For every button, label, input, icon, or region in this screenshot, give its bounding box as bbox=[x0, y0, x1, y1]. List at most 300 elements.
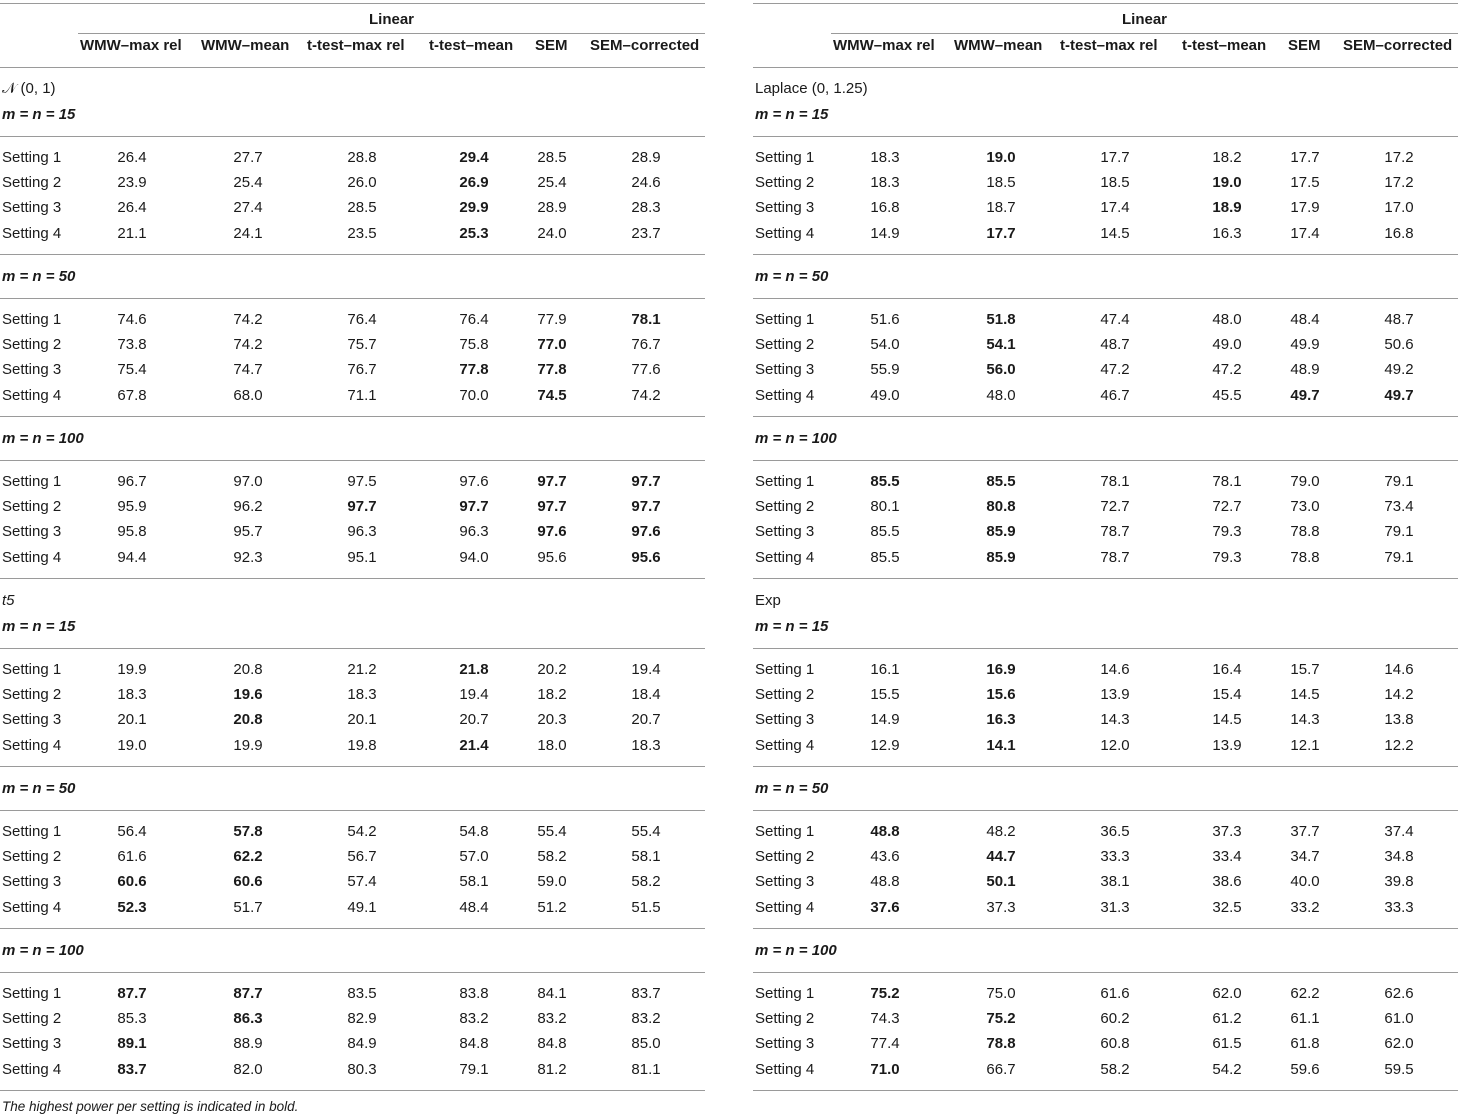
value-cell: 33.3 bbox=[1384, 898, 1414, 916]
column-header: t-test–max rel bbox=[1060, 37, 1158, 54]
value-cell: 77.9 bbox=[537, 311, 567, 328]
value-cell: 18.3 bbox=[870, 149, 900, 166]
value-cell: 83.5 bbox=[347, 985, 377, 1002]
value-cell: 38.6 bbox=[1212, 873, 1242, 891]
value-cell: 68.0 bbox=[233, 386, 263, 404]
value-cell: 47.4 bbox=[1100, 311, 1130, 328]
setting-label: Setting 1 bbox=[755, 985, 815, 1002]
value-cell: 77.4 bbox=[870, 1035, 900, 1053]
value-cell: 19.9 bbox=[117, 661, 147, 678]
value-cell: 34.7 bbox=[1290, 848, 1320, 866]
value-cell: 49.0 bbox=[870, 386, 900, 404]
value-cell: 14.5 bbox=[1100, 224, 1130, 242]
table-rule bbox=[753, 810, 1458, 811]
setting-label: Setting 1 bbox=[755, 311, 815, 328]
value-cell: 49.7 bbox=[1384, 386, 1414, 404]
value-cell: 18.2 bbox=[1212, 149, 1242, 166]
value-cell: 85.5 bbox=[986, 473, 1016, 490]
value-cell: 79.3 bbox=[1212, 548, 1242, 566]
value-cell: 85.5 bbox=[870, 523, 900, 541]
sample-size-label: m = n = 50 bbox=[2, 780, 76, 797]
value-cell: 57.8 bbox=[233, 823, 263, 840]
setting-label: Setting 3 bbox=[755, 1035, 815, 1053]
header-group-linear: Linear bbox=[1121, 11, 1167, 28]
value-cell: 19.4 bbox=[459, 686, 489, 704]
setting-label: Setting 3 bbox=[2, 523, 62, 541]
value-cell: 97.7 bbox=[459, 498, 489, 516]
value-cell: 19.9 bbox=[233, 736, 263, 754]
value-cell: 95.6 bbox=[537, 548, 567, 566]
value-cell: 17.2 bbox=[1384, 174, 1414, 192]
value-cell: 76.7 bbox=[347, 361, 377, 379]
value-cell: 15.4 bbox=[1212, 686, 1242, 704]
value-cell: 61.1 bbox=[1290, 1010, 1320, 1028]
sample-size-label: m = n = 15 bbox=[755, 618, 829, 635]
sample-size-label: m = n = 100 bbox=[755, 430, 837, 447]
value-cell: 77.0 bbox=[537, 336, 567, 354]
setting-label: Setting 2 bbox=[2, 1010, 62, 1028]
value-cell: 60.6 bbox=[117, 873, 147, 891]
value-cell: 27.4 bbox=[233, 199, 263, 217]
value-cell: 57.4 bbox=[347, 873, 377, 891]
value-cell: 84.8 bbox=[459, 1035, 489, 1053]
value-cell: 82.0 bbox=[233, 1060, 263, 1078]
value-cell: 26.9 bbox=[459, 174, 489, 192]
value-cell: 14.2 bbox=[1384, 686, 1414, 704]
value-cell: 13.8 bbox=[1384, 711, 1414, 729]
value-cell: 15.7 bbox=[1290, 661, 1320, 678]
table-rule bbox=[78, 33, 705, 34]
value-cell: 59.6 bbox=[1290, 1060, 1320, 1078]
value-cell: 83.8 bbox=[459, 985, 489, 1002]
value-cell: 23.7 bbox=[631, 224, 661, 242]
setting-label: Setting 4 bbox=[755, 548, 815, 566]
sample-size-label: m = n = 100 bbox=[755, 942, 837, 959]
value-cell: 54.1 bbox=[986, 336, 1016, 354]
value-cell: 37.3 bbox=[1212, 823, 1242, 840]
value-cell: 85.0 bbox=[631, 1035, 661, 1053]
setting-label: Setting 2 bbox=[755, 174, 815, 192]
value-cell: 61.8 bbox=[1290, 1035, 1320, 1053]
value-cell: 73.0 bbox=[1290, 498, 1320, 516]
value-cell: 48.4 bbox=[1290, 311, 1320, 328]
value-cell: 40.0 bbox=[1290, 873, 1320, 891]
value-cell: 48.7 bbox=[1384, 311, 1414, 328]
value-cell: 13.9 bbox=[1100, 686, 1130, 704]
value-cell: 21.2 bbox=[347, 661, 377, 678]
value-cell: 74.3 bbox=[870, 1010, 900, 1028]
table-rule bbox=[0, 1090, 705, 1091]
value-cell: 26.0 bbox=[347, 174, 377, 192]
value-cell: 58.1 bbox=[459, 873, 489, 891]
value-cell: 25.4 bbox=[537, 174, 567, 192]
value-cell: 80.1 bbox=[870, 498, 900, 516]
value-cell: 77.8 bbox=[537, 361, 567, 379]
sample-size-label: m = n = 15 bbox=[2, 106, 76, 123]
value-cell: 34.8 bbox=[1384, 848, 1414, 866]
setting-label: Setting 3 bbox=[755, 199, 815, 217]
value-cell: 60.2 bbox=[1100, 1010, 1130, 1028]
sample-size-label: m = n = 100 bbox=[2, 430, 84, 447]
setting-label: Setting 3 bbox=[2, 361, 62, 379]
value-cell: 18.3 bbox=[870, 174, 900, 192]
value-cell: 47.2 bbox=[1212, 361, 1242, 379]
value-cell: 97.7 bbox=[347, 498, 377, 516]
value-cell: 97.7 bbox=[631, 498, 661, 516]
value-cell: 33.2 bbox=[1290, 898, 1320, 916]
table-rule bbox=[753, 136, 1458, 137]
value-cell: 97.0 bbox=[233, 473, 263, 490]
value-cell: 76.7 bbox=[631, 336, 661, 354]
value-cell: 78.8 bbox=[1290, 523, 1320, 541]
value-cell: 28.5 bbox=[347, 199, 377, 217]
value-cell: 96.2 bbox=[233, 498, 263, 516]
setting-label: Setting 1 bbox=[755, 473, 815, 490]
value-cell: 74.6 bbox=[117, 311, 147, 328]
value-cell: 28.5 bbox=[537, 149, 567, 166]
column-header: WMW–max rel bbox=[833, 37, 935, 54]
table-rule bbox=[753, 254, 1458, 255]
value-cell: 48.2 bbox=[986, 823, 1016, 840]
table-rule bbox=[0, 67, 705, 68]
value-cell: 27.7 bbox=[233, 149, 263, 166]
value-cell: 95.1 bbox=[347, 548, 377, 566]
value-cell: 54.0 bbox=[870, 336, 900, 354]
value-cell: 74.2 bbox=[233, 311, 263, 328]
value-cell: 67.8 bbox=[117, 386, 147, 404]
value-cell: 20.7 bbox=[631, 711, 661, 729]
sample-size-label: m = n = 50 bbox=[2, 268, 76, 285]
value-cell: 50.1 bbox=[986, 873, 1016, 891]
setting-label: Setting 4 bbox=[2, 736, 62, 754]
value-cell: 85.5 bbox=[870, 548, 900, 566]
value-cell: 13.9 bbox=[1212, 736, 1242, 754]
value-cell: 78.8 bbox=[1290, 548, 1320, 566]
table-rule bbox=[0, 460, 705, 461]
value-cell: 62.6 bbox=[1384, 985, 1414, 1002]
value-cell: 20.3 bbox=[537, 711, 567, 729]
value-cell: 37.3 bbox=[986, 898, 1016, 916]
value-cell: 94.4 bbox=[117, 548, 147, 566]
value-cell: 18.3 bbox=[347, 686, 377, 704]
value-cell: 33.4 bbox=[1212, 848, 1242, 866]
value-cell: 47.2 bbox=[1100, 361, 1130, 379]
value-cell: 14.9 bbox=[870, 711, 900, 729]
value-cell: 14.3 bbox=[1100, 711, 1130, 729]
value-cell: 78.8 bbox=[986, 1035, 1016, 1053]
value-cell: 14.3 bbox=[1290, 711, 1320, 729]
distribution-label: Laplace (0, 1.25) bbox=[755, 80, 868, 97]
value-cell: 54.2 bbox=[347, 823, 377, 840]
value-cell: 84.8 bbox=[537, 1035, 567, 1053]
value-cell: 26.4 bbox=[117, 149, 147, 166]
value-cell: 17.7 bbox=[1290, 149, 1320, 166]
value-cell: 59.0 bbox=[537, 873, 567, 891]
value-cell: 84.9 bbox=[347, 1035, 377, 1053]
value-cell: 18.9 bbox=[1212, 199, 1242, 217]
value-cell: 61.0 bbox=[1384, 1010, 1414, 1028]
value-cell: 79.1 bbox=[1384, 548, 1414, 566]
value-cell: 16.8 bbox=[870, 199, 900, 217]
value-cell: 49.1 bbox=[347, 898, 377, 916]
table-rule bbox=[753, 460, 1458, 461]
value-cell: 44.7 bbox=[986, 848, 1016, 866]
value-cell: 37.7 bbox=[1290, 823, 1320, 840]
distribution-label: Exp bbox=[755, 592, 781, 609]
table-rule bbox=[753, 766, 1458, 767]
table-rule bbox=[753, 1090, 1458, 1091]
table-rule bbox=[0, 3, 705, 4]
value-cell: 46.7 bbox=[1100, 386, 1130, 404]
value-cell: 77.6 bbox=[631, 361, 661, 379]
table-rule bbox=[753, 578, 1458, 579]
value-cell: 97.6 bbox=[631, 523, 661, 541]
value-cell: 51.7 bbox=[233, 898, 263, 916]
value-cell: 21.4 bbox=[459, 736, 489, 754]
value-cell: 48.0 bbox=[986, 386, 1016, 404]
setting-label: Setting 3 bbox=[755, 523, 815, 541]
value-cell: 19.6 bbox=[233, 686, 263, 704]
value-cell: 17.7 bbox=[986, 224, 1016, 242]
value-cell: 96.3 bbox=[347, 523, 377, 541]
sample-size-label: m = n = 50 bbox=[755, 780, 829, 797]
setting-label: Setting 2 bbox=[755, 336, 815, 354]
value-cell: 14.9 bbox=[870, 224, 900, 242]
value-cell: 33.3 bbox=[1100, 848, 1130, 866]
value-cell: 20.1 bbox=[117, 711, 147, 729]
value-cell: 16.1 bbox=[870, 661, 900, 678]
value-cell: 16.3 bbox=[1212, 224, 1242, 242]
value-cell: 18.7 bbox=[986, 199, 1016, 217]
value-cell: 19.0 bbox=[986, 149, 1016, 166]
setting-label: Setting 1 bbox=[2, 823, 62, 840]
value-cell: 57.0 bbox=[459, 848, 489, 866]
value-cell: 62.0 bbox=[1384, 1035, 1414, 1053]
value-cell: 85.5 bbox=[870, 473, 900, 490]
setting-label: Setting 1 bbox=[2, 311, 62, 328]
value-cell: 18.5 bbox=[986, 174, 1016, 192]
value-cell: 95.9 bbox=[117, 498, 147, 516]
value-cell: 59.5 bbox=[1384, 1060, 1414, 1078]
value-cell: 76.4 bbox=[347, 311, 377, 328]
value-cell: 14.5 bbox=[1290, 686, 1320, 704]
value-cell: 12.9 bbox=[870, 736, 900, 754]
value-cell: 83.2 bbox=[537, 1010, 567, 1028]
value-cell: 74.7 bbox=[233, 361, 263, 379]
value-cell: 74.2 bbox=[631, 386, 661, 404]
value-cell: 21.8 bbox=[459, 661, 489, 678]
value-cell: 50.6 bbox=[1384, 336, 1414, 354]
value-cell: 61.6 bbox=[1100, 985, 1130, 1002]
value-cell: 45.5 bbox=[1212, 386, 1242, 404]
setting-label: Setting 4 bbox=[2, 386, 62, 404]
value-cell: 72.7 bbox=[1100, 498, 1130, 516]
value-cell: 18.4 bbox=[631, 686, 661, 704]
value-cell: 16.8 bbox=[1384, 224, 1414, 242]
table-footnote: The highest power per setting is indicated in bold. bbox=[2, 1099, 299, 1114]
value-cell: 97.7 bbox=[537, 473, 567, 490]
value-cell: 79.1 bbox=[1384, 473, 1414, 490]
value-cell: 62.2 bbox=[1290, 985, 1320, 1002]
table-rule bbox=[0, 416, 705, 417]
value-cell: 48.9 bbox=[1290, 361, 1320, 379]
setting-label: Setting 2 bbox=[755, 498, 815, 516]
value-cell: 12.0 bbox=[1100, 736, 1130, 754]
value-cell: 76.4 bbox=[459, 311, 489, 328]
sample-size-label: m = n = 15 bbox=[2, 618, 76, 635]
value-cell: 71.0 bbox=[870, 1060, 900, 1078]
setting-label: Setting 4 bbox=[755, 386, 815, 404]
value-cell: 81.2 bbox=[537, 1060, 567, 1078]
sample-size-label: m = n = 100 bbox=[2, 942, 84, 959]
value-cell: 16.3 bbox=[986, 711, 1016, 729]
table-rule bbox=[753, 972, 1458, 973]
value-cell: 29.9 bbox=[459, 199, 489, 217]
value-cell: 72.7 bbox=[1212, 498, 1242, 516]
value-cell: 48.8 bbox=[870, 823, 900, 840]
value-cell: 61.6 bbox=[117, 848, 147, 866]
value-cell: 23.9 bbox=[117, 174, 147, 192]
value-cell: 17.0 bbox=[1384, 199, 1414, 217]
setting-label: Setting 2 bbox=[2, 336, 62, 354]
value-cell: 55.4 bbox=[631, 823, 661, 840]
value-cell: 25.3 bbox=[459, 224, 489, 242]
column-header: WMW–mean bbox=[954, 37, 1043, 54]
value-cell: 12.2 bbox=[1384, 736, 1414, 754]
value-cell: 20.1 bbox=[347, 711, 377, 729]
table-rule bbox=[0, 972, 705, 973]
setting-label: Setting 4 bbox=[2, 548, 62, 566]
value-cell: 54.8 bbox=[459, 823, 489, 840]
value-cell: 85.9 bbox=[986, 523, 1016, 541]
table-rule bbox=[0, 254, 705, 255]
value-cell: 75.2 bbox=[986, 1010, 1016, 1028]
value-cell: 97.6 bbox=[459, 473, 489, 490]
value-cell: 25.4 bbox=[233, 174, 263, 192]
value-cell: 26.4 bbox=[117, 199, 147, 217]
value-cell: 14.5 bbox=[1212, 711, 1242, 729]
value-cell: 15.6 bbox=[986, 686, 1016, 704]
setting-label: Setting 1 bbox=[755, 661, 815, 678]
value-cell: 83.2 bbox=[631, 1010, 661, 1028]
value-cell: 87.7 bbox=[117, 985, 147, 1002]
value-cell: 24.0 bbox=[537, 224, 567, 242]
value-cell: 20.8 bbox=[233, 661, 263, 678]
value-cell: 97.5 bbox=[347, 473, 377, 490]
value-cell: 94.0 bbox=[459, 548, 489, 566]
value-cell: 58.2 bbox=[537, 848, 567, 866]
value-cell: 17.4 bbox=[1290, 224, 1320, 242]
value-cell: 20.2 bbox=[537, 661, 567, 678]
setting-label: Setting 1 bbox=[755, 823, 815, 840]
value-cell: 70.0 bbox=[459, 386, 489, 404]
value-cell: 79.3 bbox=[1212, 523, 1242, 541]
value-cell: 12.1 bbox=[1290, 736, 1320, 754]
value-cell: 74.2 bbox=[233, 336, 263, 354]
value-cell: 24.6 bbox=[631, 174, 661, 192]
column-header: SEM–corrected bbox=[1343, 37, 1453, 54]
value-cell: 96.3 bbox=[459, 523, 489, 541]
table-rule bbox=[753, 3, 1458, 4]
value-cell: 24.1 bbox=[233, 224, 263, 242]
value-cell: 21.1 bbox=[117, 224, 147, 242]
column-header: t-test–mean bbox=[1182, 37, 1267, 54]
value-cell: 18.3 bbox=[631, 736, 661, 754]
sample-size-label: m = n = 15 bbox=[755, 106, 829, 123]
value-cell: 75.4 bbox=[117, 361, 147, 379]
value-cell: 66.7 bbox=[986, 1060, 1016, 1078]
value-cell: 14.6 bbox=[1100, 661, 1130, 678]
column-header: SEM bbox=[535, 37, 568, 54]
value-cell: 88.9 bbox=[233, 1035, 263, 1053]
value-cell: 58.2 bbox=[631, 873, 661, 891]
value-cell: 48.0 bbox=[1212, 311, 1242, 328]
value-cell: 75.8 bbox=[459, 336, 489, 354]
table-rule bbox=[0, 928, 705, 929]
value-cell: 60.6 bbox=[233, 873, 263, 891]
column-header: t-test–mean bbox=[429, 37, 514, 54]
value-cell: 51.5 bbox=[631, 898, 661, 916]
setting-label: Setting 1 bbox=[755, 149, 815, 166]
setting-label: Setting 1 bbox=[2, 661, 62, 678]
value-cell: 89.1 bbox=[117, 1035, 147, 1053]
value-cell: 18.3 bbox=[117, 686, 147, 704]
value-cell: 62.0 bbox=[1212, 985, 1242, 1002]
value-cell: 61.5 bbox=[1212, 1035, 1242, 1053]
value-cell: 79.1 bbox=[1384, 523, 1414, 541]
setting-label: Setting 2 bbox=[755, 1010, 815, 1028]
value-cell: 58.1 bbox=[631, 848, 661, 866]
value-cell: 75.0 bbox=[986, 985, 1016, 1002]
value-cell: 16.4 bbox=[1212, 661, 1242, 678]
column-header: WMW–mean bbox=[201, 37, 290, 54]
table-rule bbox=[753, 298, 1458, 299]
value-cell: 18.0 bbox=[537, 736, 567, 754]
value-cell: 52.3 bbox=[117, 898, 147, 916]
value-cell: 28.9 bbox=[537, 199, 567, 217]
value-cell: 73.8 bbox=[117, 336, 147, 354]
value-cell: 56.4 bbox=[117, 823, 147, 840]
table-rule bbox=[753, 648, 1458, 649]
value-cell: 51.8 bbox=[986, 311, 1016, 328]
value-cell: 95.6 bbox=[631, 548, 661, 566]
table-rule bbox=[0, 298, 705, 299]
value-cell: 78.1 bbox=[631, 311, 661, 328]
setting-label: Setting 2 bbox=[2, 686, 62, 704]
column-header: SEM bbox=[1288, 37, 1321, 54]
value-cell: 80.8 bbox=[986, 498, 1016, 516]
value-cell: 84.1 bbox=[537, 985, 567, 1002]
value-cell: 15.5 bbox=[870, 686, 900, 704]
value-cell: 61.2 bbox=[1212, 1010, 1242, 1028]
value-cell: 75.2 bbox=[870, 985, 900, 1002]
value-cell: 29.4 bbox=[459, 149, 489, 166]
setting-label: Setting 1 bbox=[2, 473, 62, 490]
setting-label: Setting 3 bbox=[2, 199, 62, 217]
setting-label: Setting 2 bbox=[755, 686, 815, 704]
value-cell: 78.1 bbox=[1100, 473, 1130, 490]
setting-label: Setting 1 bbox=[2, 985, 62, 1002]
value-cell: 19.4 bbox=[631, 661, 661, 678]
value-cell: 16.9 bbox=[986, 661, 1016, 678]
value-cell: 79.0 bbox=[1290, 473, 1320, 490]
setting-label: Setting 2 bbox=[2, 498, 62, 516]
value-cell: 77.8 bbox=[459, 361, 489, 379]
table-rule bbox=[753, 416, 1458, 417]
value-cell: 95.7 bbox=[233, 523, 263, 541]
value-cell: 37.4 bbox=[1384, 823, 1414, 840]
column-header: WMW–max rel bbox=[80, 37, 182, 54]
